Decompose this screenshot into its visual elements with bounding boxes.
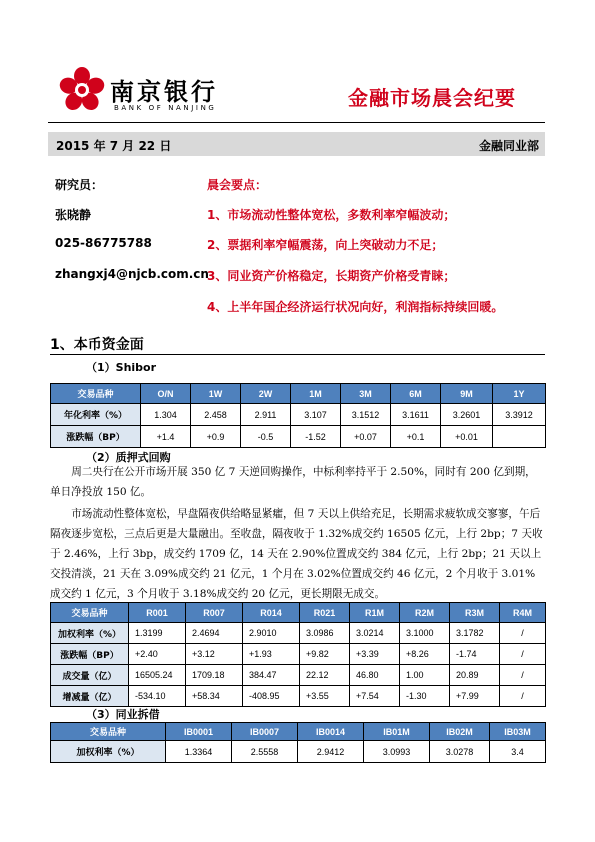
repo-paragraph-2: 市场流动性整体宽松，早盘隔夜供给略显紧癨，但 7 天以上供给充足，长期需求疲软成交寥寥，午后隔夜逐步宽松，三点后更是大量融出。至收盘，隔夜收于 1.32%成交约 16505 亿元，上行 2bp；7 天收于 2.46%，上行 3bp，成交约 1709 亿，14 天在 2.90%位置成交约 384 亿元，上行 2bp；21 天以上交投清淡，21 天在 3.09%成交约 21 亿元，1 个月在 3.02%位置成交约 46 亿元，2 个月收于 3.01%成交约 1 亿元，3 个月收于 3.18%成交约 20 亿元，更长期限无成交。 [50,508,543,600]
table-row [51,644,546,665]
table-cell: 16505.24 [129,665,186,686]
row-label: 年化利率（%） [51,404,141,426]
highlight-item: 2、票据利率窄幅震荡，向上突破动力不足； [207,238,444,252]
row-label: 增减量（亿） [51,686,129,707]
table-cell: 3.1512 [341,404,391,426]
shibor-table [50,383,546,448]
table-cell: +8.26 [400,644,450,665]
table-row [51,426,546,448]
department-name: 金融同业部 [478,139,539,153]
table-cell: 3.0986 [300,623,350,644]
table-cell: 1.3364 [166,741,232,763]
table-header-cell: R014 [243,603,300,623]
table-header-cell: IB01M [364,723,430,741]
section-title: 1、本币资金面 [50,337,144,353]
table-header-cell: 9M [441,384,493,404]
researcher-name: 张晓静 [55,208,92,222]
table-cell: 3.4 [490,741,546,763]
table-cell: 3.0278 [430,741,490,763]
table-cell: -534.10 [129,686,186,707]
table-cell: +0.01 [441,426,493,448]
table-cell: / [500,644,546,665]
table-cell: 2.5558 [232,741,298,763]
table-header-cell: 3M [341,384,391,404]
table-cell: 2.458 [191,404,241,426]
table-header-cell: R021 [300,603,350,623]
table-cell: 3.3912 [493,404,546,426]
table-cell: +3.12 [186,644,243,665]
row-label: 涨跌幅（BP） [51,644,129,665]
table-header-cell: R007 [186,603,243,623]
bank-logo-icon [58,66,106,114]
table-cell: 3.1000 [400,623,450,644]
table-cell: 3.107 [291,404,341,426]
section-divider [50,354,545,355]
highlights-label: 晨会要点： [207,178,268,192]
table-cell: 3.0993 [364,741,430,763]
header-divider [48,122,545,123]
table-cell: / [500,665,546,686]
row-label: 加权利率（%） [51,741,166,763]
table-header-cell: IB03M [490,723,546,741]
highlight-item: 1、市场流动性整体宽松，多数利率窄幅波动； [207,208,456,222]
report-date: 2015 年 7 月 22 日 [56,139,172,153]
highlight-item: 4、上半年国企经济运行状况向好，利润指标持续回暖。 [207,300,504,314]
table-header-cell: R4M [500,603,546,623]
researcher-phone: 025-86775788 [55,236,152,250]
interbank-table [50,722,546,763]
table-header-cell: R001 [129,603,186,623]
document-title: 金融市场晨会纪要 [348,86,516,110]
table-cell: 3.2601 [441,404,493,426]
table-cell: +0.9 [191,426,241,448]
table-cell: 1.3199 [129,623,186,644]
table-cell: 2.4694 [186,623,243,644]
table-header-cell: IB0001 [166,723,232,741]
table-cell: / [500,623,546,644]
table-cell: 2.9010 [243,623,300,644]
row-label: 涨跌幅（BP） [51,426,141,448]
repo-table [50,602,546,707]
table-cell [493,426,546,448]
table-cell: +7.54 [350,686,400,707]
table-header-cell: 1M [291,384,341,404]
table-header-cell: IB0014 [298,723,364,741]
table-cell: 2.911 [241,404,291,426]
table-header-cell: 1Y [493,384,546,404]
bank-name-cn: 南京银行 [110,77,218,106]
table-header-cell: 6M [391,384,441,404]
table-row [51,404,546,426]
table-cell: +58.34 [186,686,243,707]
table-cell: 1709.18 [186,665,243,686]
table-header-cell: O/N [141,384,191,404]
table-cell: 3.0214 [350,623,400,644]
table-cell: 2.9412 [298,741,364,763]
table-row [51,623,546,644]
table-cell: -1.30 [400,686,450,707]
subsection-title-shibor: （1）Shibor [86,361,157,374]
table-cell: 22.12 [300,665,350,686]
subsection-title-interbank: （3）同业拆借 [86,708,160,721]
row-label: 成交量（亿） [51,665,129,686]
table-cell: 1.00 [400,665,450,686]
table-header-cell: IB0007 [232,723,298,741]
repo-paragraph-1: 周二央行在公开市场开展 350 亿 7 天逆回购操作，中标利率持平于 2.50%，同时有 200 亿到期，单日净投放 150 亿。 [50,466,536,498]
bank-name-en: BANK OF NANJING [114,104,217,112]
table-cell: 20.89 [450,665,500,686]
table-cell: -1.74 [450,644,500,665]
table-cell: +0.07 [341,426,391,448]
table-header-cell: 交易品种 [51,723,166,741]
table-header-cell: IB02M [430,723,490,741]
table-row [51,741,546,763]
table-cell: -408.95 [243,686,300,707]
table-cell: / [500,686,546,707]
table-row [51,686,546,707]
table-cell: +1.4 [141,426,191,448]
table-row [51,665,546,686]
table-header-cell: 交易品种 [51,384,141,404]
table-cell: +1.93 [243,644,300,665]
table-header-cell: 1W [191,384,241,404]
table-cell: +7.99 [450,686,500,707]
table-cell: 384.47 [243,665,300,686]
table-header-cell: R3M [450,603,500,623]
researcher-label: 研究员： [55,178,104,192]
table-header-cell: R2M [400,603,450,623]
table-cell: 46.80 [350,665,400,686]
table-cell: +9.82 [300,644,350,665]
table-header-cell: R1M [350,603,400,623]
subsection-title-repo: （2）质押式回购 [86,451,171,464]
table-cell: +3.55 [300,686,350,707]
table-cell: 3.1611 [391,404,441,426]
table-cell: 3.1782 [450,623,500,644]
highlight-item: 3、同业资产价格稳定，长期资产价格受青睐； [207,269,456,283]
table-cell: 1.304 [141,404,191,426]
table-cell: -1.52 [291,426,341,448]
row-label: 加权利率（%） [51,623,129,644]
table-header-cell: 交易品种 [51,603,129,623]
table-cell: +0.1 [391,426,441,448]
table-cell: +2.40 [129,644,186,665]
table-header-cell: 2W [241,384,291,404]
table-cell: +3.39 [350,644,400,665]
table-cell: -0.5 [241,426,291,448]
researcher-email[interactable]: zhangxj4@njcb.com.cn [55,267,209,281]
